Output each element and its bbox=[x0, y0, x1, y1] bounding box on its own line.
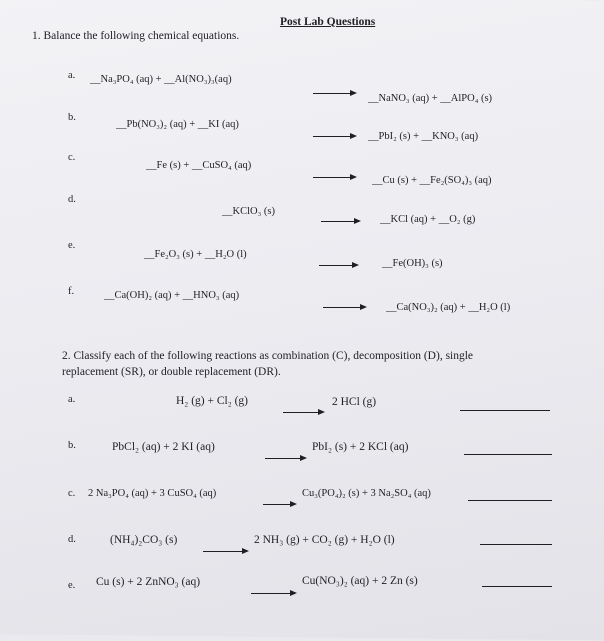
rxn-e-letter: e. bbox=[68, 580, 76, 591]
eq-a-letter: a. bbox=[68, 70, 76, 81]
eq-b-arrow bbox=[308, 127, 360, 145]
rxn-c-arrow bbox=[258, 495, 300, 513]
page-title: Post Lab Questions bbox=[280, 16, 376, 28]
eq-d-letter: d. bbox=[68, 194, 76, 205]
rxn-c-reactants: 2 Na₃PO₄ (aq) + 3 CuSO₄ (aq) bbox=[88, 488, 217, 499]
eq-e-letter: e. bbox=[68, 240, 76, 251]
rxn-c-products: Cu₃(PO₄)₂ (s) + 3 Na₂SO₄ (aq) bbox=[302, 488, 431, 499]
eq-c-letter: c. bbox=[68, 152, 76, 163]
eq-c-reactants: __Fe (s) + __CuSO₄ (aq) bbox=[146, 160, 252, 171]
rxn-e-reactants: Cu (s) + 2 ZnNO₃ (aq) bbox=[96, 576, 201, 588]
rxn-e-products: Cu(NO₃)₂ (aq) + 2 Zn (s) bbox=[302, 575, 418, 587]
rxn-b-answer-blank[interactable] bbox=[464, 442, 552, 460]
question-2-heading-line2: replacement (SR), or double replacement (DR). bbox=[62, 366, 281, 378]
rxn-a-letter: a. bbox=[68, 394, 76, 405]
eq-a-arrow bbox=[308, 84, 360, 102]
rxn-c-letter: c. bbox=[68, 488, 76, 499]
rxn-d-answer-blank[interactable] bbox=[480, 532, 552, 550]
rxn-a-reactants: H₂ (g) + Cl₂ (g) bbox=[176, 395, 248, 407]
eq-d-arrow bbox=[316, 212, 364, 230]
rxn-a-answer-blank[interactable] bbox=[460, 398, 550, 416]
eq-a-products: __NaNO₃ (aq) + __AlPO₄ (s) bbox=[368, 93, 493, 104]
question-1-heading: 1. Balance the following chemical equations. bbox=[32, 30, 240, 42]
rxn-d-arrow bbox=[198, 542, 252, 560]
rxn-e-answer-blank[interactable] bbox=[482, 574, 552, 592]
question-2-heading-line1: 2. Classify each of the following reactions as combination (C), decomposition (D), single bbox=[62, 350, 474, 362]
rxn-a-arrow bbox=[278, 403, 328, 421]
rxn-b-letter: b. bbox=[68, 440, 76, 451]
eq-f-reactants: __Ca(OH)₂ (aq) + __HNO₃ (aq) bbox=[104, 290, 240, 301]
eq-f-products: __Ca(NO₃)₂ (aq) + __H₂O (l) bbox=[386, 302, 511, 313]
eq-d-reactants: __KClO₃ (s) bbox=[222, 206, 275, 217]
rxn-d-letter: d. bbox=[68, 534, 76, 545]
rxn-c-answer-blank[interactable] bbox=[468, 488, 552, 506]
rxn-b-reactants: PbCl₂ (aq) + 2 KI (aq) bbox=[112, 441, 215, 453]
eq-e-arrow bbox=[314, 256, 362, 274]
eq-e-reactants: __Fe₂O₃ (s) + __H₂O (l) bbox=[144, 249, 247, 260]
eq-b-reactants: __Pb(NO₃)₂ (aq) + __KI (aq) bbox=[116, 119, 239, 130]
rxn-e-arrow bbox=[246, 584, 300, 602]
eq-b-letter: b. bbox=[68, 112, 76, 123]
rxn-a-products: 2 HCl (g) bbox=[332, 396, 377, 408]
rxn-d-reactants: (NH₄)₂CO₃ (s) bbox=[110, 534, 178, 546]
eq-e-products: __Fe(OH)₃ (s) bbox=[382, 258, 443, 269]
eq-f-arrow bbox=[318, 298, 370, 316]
eq-c-products: __Cu (s) + __Fe₂(SO₄)₃ (aq) bbox=[372, 175, 492, 186]
eq-d-products: __KCl (aq) + __O₂ (g) bbox=[380, 214, 476, 225]
rxn-b-products: PbI₂ (s) + 2 KCl (aq) bbox=[312, 441, 409, 453]
eq-b-products: __PbI₂ (s) + __KNO₃ (aq) bbox=[368, 131, 479, 142]
rxn-d-products: 2 NH₃ (g) + CO₂ (g) + H₂O (l) bbox=[254, 534, 395, 546]
eq-c-arrow bbox=[308, 168, 360, 186]
eq-a-reactants: __Na₃PO₄ (aq) + __Al(NO₃)₃(aq) bbox=[90, 74, 232, 85]
eq-f-letter: f. bbox=[68, 286, 75, 297]
rxn-b-arrow bbox=[260, 449, 310, 467]
